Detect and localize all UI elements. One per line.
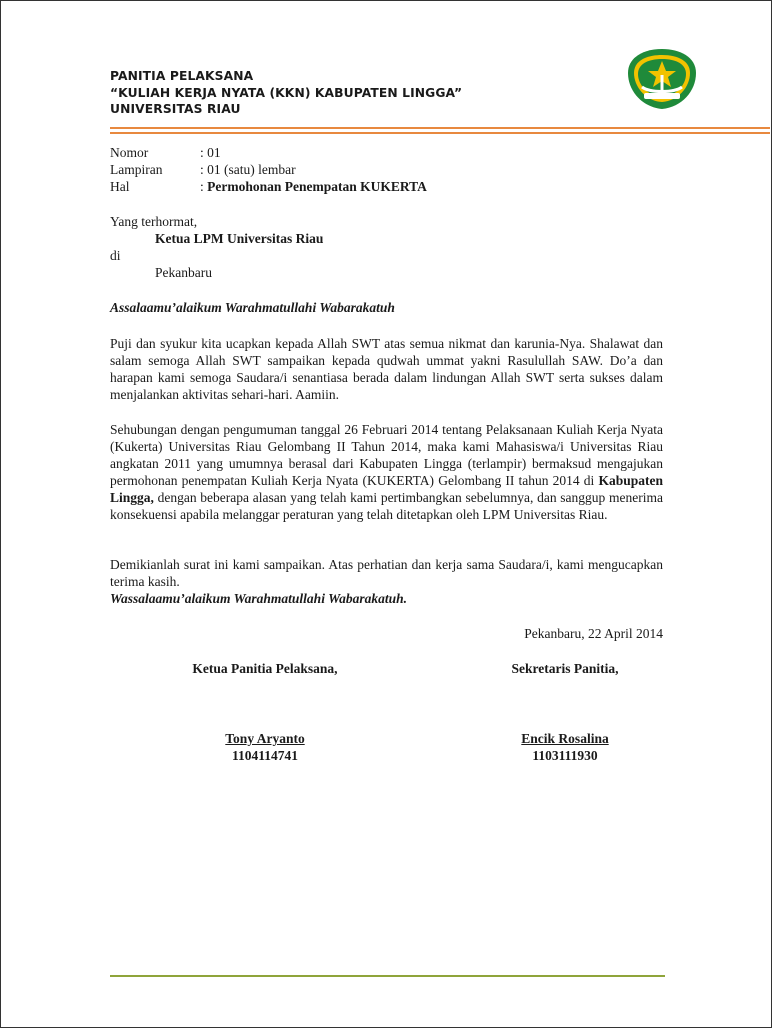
meta-hal-value: Permohonan Penempatan KUKERTA <box>207 179 427 194</box>
letterhead-event: “KULIAH KERJA NYATA (KKN) KABUPATEN LINGGA” <box>110 85 463 100</box>
header-rule-bottom <box>110 132 770 134</box>
signatory-left-title: Ketua Panitia Pelaksana, <box>192 661 338 676</box>
meta-hal-colon: : <box>200 179 208 194</box>
university-logo-icon <box>624 47 700 111</box>
paragraph-request-text: Sehubungan dengan pengumuman tanggal 26 Februari 2014 tentang Pelaksanaan Kuliah Kerja Nyata (Kukerta) Universitas Riau Gelombang II Tahun 2014, maka kami Mahasiswa/i Universitas Riau angkatan 2011 yang umumnya berasal dari Kabupaten Lingga (terlampir) bermaksud mengajukan permohonan penempatan Kuliah Kerja Nyata (KUKERTA) Gelombang II tahun 2014 di <box>110 422 663 488</box>
paragraph-closing: Demikianlah surat ini kami sampaikan. Atas perhatian dan kerja sama Saudara/i, kami mengucapkan terima kasih. <box>110 557 663 589</box>
letterhead <box>110 68 462 118</box>
meta-nomor-value: : 01 <box>200 145 221 160</box>
signatory-right-name: Encik Rosalina <box>521 731 609 746</box>
header-rule-top <box>110 127 770 129</box>
recipient-city: Pekanbaru <box>155 265 212 280</box>
recipient-greeting: Yang terhormat, <box>110 214 198 229</box>
paragraph-request <box>110 421 663 523</box>
meta-nomor-label: Nomor <box>110 145 149 160</box>
meta-hal-label: Hal <box>110 179 130 194</box>
signatory-right-id: 1103111930 <box>532 748 598 763</box>
footer-rule <box>110 975 665 977</box>
letterhead-university: UNIVERSITAS RIAU <box>110 102 241 116</box>
meta-lampiran-value: : 01 (satu) lembar <box>200 162 296 177</box>
letter-meta <box>110 144 427 195</box>
signatory-right-title: Sekretaris Panitia, <box>511 661 619 676</box>
salam-closing: Wassalaamu’alaikum Warahmatullahi Wabarakatuh. <box>110 591 407 606</box>
meta-lampiran <box>110 161 427 178</box>
letterhead-org: PANITIA PELAKSANA <box>110 69 254 83</box>
signatory-left-name: Tony Aryanto <box>225 731 305 746</box>
paragraph-request-location: Kabupaten Lingga, <box>110 473 663 505</box>
salam-opening: Assalaamu’alaikum Warahmatullahi Wabarakatuh <box>110 300 395 315</box>
meta-hal <box>110 178 427 195</box>
meta-nomor <box>110 144 427 161</box>
recipient-di: di <box>110 248 121 263</box>
meta-lampiran-label: Lampiran <box>110 162 163 177</box>
paragraph-request-reasons: dengan beberapa alasan yang telah kami pertimbangkan sebelumnya, dan sanggup menerima konsekuensi apabila melanggar peraturan yang telah ditetapkan oleh LPM Universitas Riau. <box>110 490 663 522</box>
recipient-name: Ketua LPM Universitas Riau <box>155 231 324 246</box>
paragraph-opening: Puji dan syukur kita ucapkan kepada Allah SWT atas semua nikmat dan karunia-Nya. Shalawat dan salam semoga Allah SWT sampaikan kepada qudwah ummat yakni Rasulullah SAW. Do’a dan harapan kami semoga Saudara/i senantiasa berada dalam lindungan Allah SWT serta sukses dalam menjalankan aktivitas sehari-hari. Aamiin. <box>110 336 663 402</box>
place-date: Pekanbaru, 22 April 2014 <box>524 626 663 641</box>
signatory-left-id: 1104114741 <box>231 748 298 763</box>
